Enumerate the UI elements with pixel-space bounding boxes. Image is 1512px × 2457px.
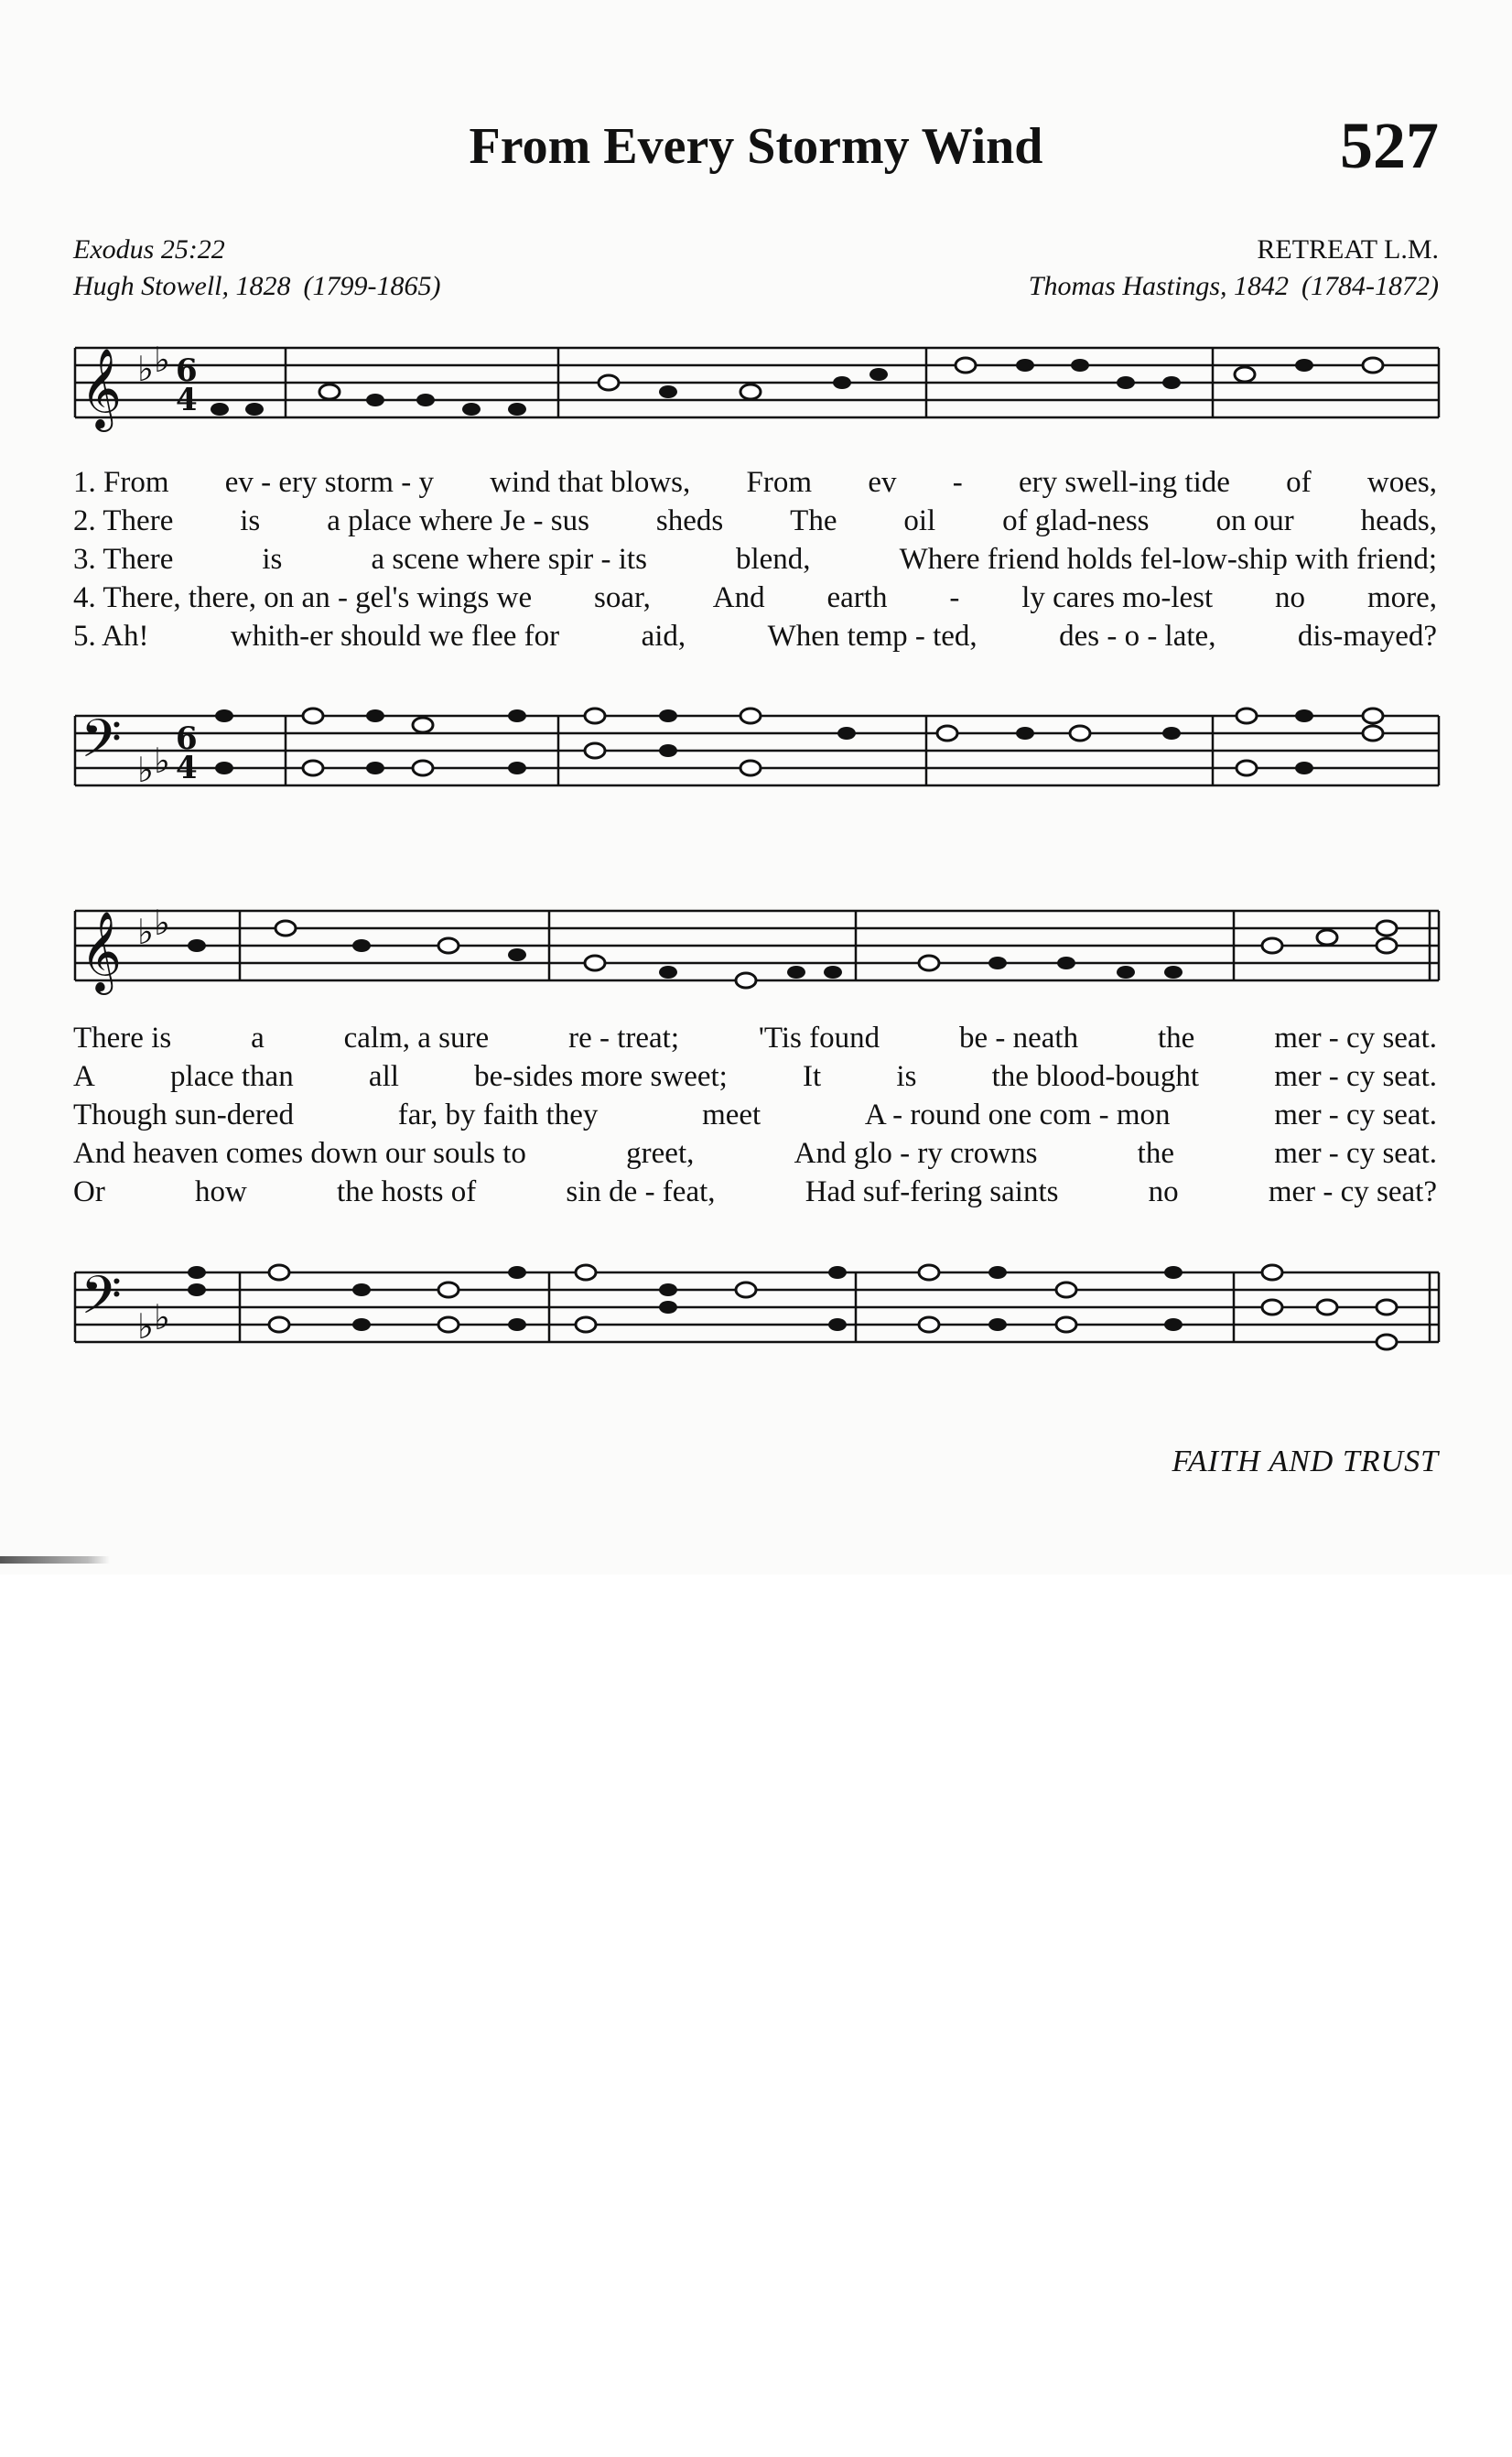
lyric-syllable: mer - cy seat. <box>1274 1099 1437 1131</box>
lyric-syllable: mer - cy seat. <box>1274 1022 1437 1055</box>
treble-notes-1 <box>211 358 1383 416</box>
lyric-syllable: is <box>896 1060 917 1093</box>
author-years: (1799-1865) <box>303 271 441 301</box>
flat-b-icon-bass: ♭ <box>137 750 154 790</box>
lyric-syllable: greet, <box>626 1137 695 1170</box>
lyric-syllable: meet <box>702 1099 761 1131</box>
lyric-syllable: ev - ery storm - y <box>224 466 434 499</box>
lyric-syllable: Had suf-fering saints <box>805 1175 1059 1208</box>
flat-e-icon: ♭ <box>154 340 170 380</box>
lyric-syllable: - <box>949 581 960 614</box>
lyric-syllable: re - treat; <box>568 1022 679 1055</box>
lyric-syllable: 4. There, there, on an - gel's wings we <box>73 581 533 614</box>
lyric-syllable: of glad-ness <box>1002 504 1150 537</box>
lyric-syllable: And <box>712 581 765 614</box>
lyric-syllable: ev <box>868 466 897 499</box>
lyric-syllable: the <box>1137 1137 1174 1170</box>
time-sig-top: 6 <box>176 352 198 389</box>
verse-3-line-2 <box>73 1096 1446 1134</box>
composer-years: (1784-1872) <box>1301 271 1439 301</box>
lyric-syllable: From <box>746 466 813 499</box>
lyric-syllable: A <box>73 1060 95 1093</box>
scan-edge-shadow <box>0 1556 110 1564</box>
lyric-syllable: the <box>1158 1022 1195 1055</box>
composer-name: Thomas Hastings, 1842 <box>1028 271 1290 301</box>
lyric-syllable: Though sun-dered <box>73 1099 295 1131</box>
author-credit <box>73 271 440 302</box>
lyric-syllable: The <box>790 504 837 537</box>
lyric-syllable: - <box>952 466 963 499</box>
lyric-syllable: mer - cy seat. <box>1274 1060 1437 1093</box>
lyric-syllable: Where friend holds fel-low-ship with friend; <box>899 543 1437 576</box>
lyric-syllable: sin de - feat, <box>566 1175 716 1208</box>
lyric-syllable: blend, <box>735 543 811 576</box>
lyric-syllable: how <box>195 1175 247 1208</box>
scripture-reference: Exodus 25:22 <box>73 234 225 265</box>
bass-staff-system-2 <box>0 1236 1512 1382</box>
hymn-title: From Every Stormy Wind <box>469 118 1043 175</box>
lyric-syllable: place than <box>170 1060 294 1093</box>
tune-name: RETREAT L.M. <box>1257 234 1439 265</box>
lyric-syllable: mer - cy seat. <box>1274 1137 1437 1170</box>
composer-credit <box>1029 271 1439 302</box>
author-name: Hugh Stowell, 1828 <box>73 271 291 301</box>
lyric-syllable: no <box>1148 1175 1179 1208</box>
lyric-syllable: aid, <box>641 620 686 653</box>
lyric-syllable: on our <box>1215 504 1294 537</box>
lyric-syllable: 'Tis found <box>758 1022 880 1055</box>
flat-e-icon-bass-2: ♭ <box>154 1297 170 1337</box>
lyric-syllable: ly cares mo-lest <box>1021 581 1214 614</box>
flat-b-icon-bass-2: ♭ <box>137 1306 154 1347</box>
flat-e-icon-2: ♭ <box>154 903 170 943</box>
lyric-syllable: a <box>251 1022 265 1055</box>
lyric-syllable: the hosts of <box>337 1175 477 1208</box>
verse-5-line-2 <box>73 1173 1446 1211</box>
verse-1-line-2 <box>73 1019 1446 1057</box>
treble-staff-system-1 <box>0 311 1512 449</box>
treble-staff-system-2 <box>0 874 1512 1012</box>
lyric-syllable: wind that blows, <box>490 466 691 499</box>
verse-5-line-1 <box>73 617 1446 655</box>
lyric-syllable: 2. There <box>73 504 174 537</box>
flat-b-icon: ♭ <box>137 349 154 389</box>
lyric-syllable: be - neath <box>959 1022 1079 1055</box>
lyric-syllable: heads, <box>1360 504 1437 537</box>
verse-2-line-1 <box>73 502 1446 540</box>
lyric-syllable: 1. From <box>73 466 169 499</box>
lyric-syllable: mer - cy seat? <box>1268 1175 1437 1208</box>
lyrics-system-1 <box>73 463 1446 655</box>
lyric-syllable: It <box>803 1060 822 1093</box>
bass-staff-system-1 <box>0 679 1512 826</box>
lyric-syllable: 5. Ah! <box>73 620 149 653</box>
lyric-syllable: far, by faith they <box>397 1099 599 1131</box>
verse-2-line-2 <box>73 1057 1446 1096</box>
lyric-syllable: the blood-bought <box>991 1060 1200 1093</box>
time-sig-bottom: 4 <box>176 382 198 418</box>
lyric-syllable: a scene where spir - its <box>371 543 647 576</box>
flat-b-icon-2: ♭ <box>137 912 154 952</box>
hymn-number: 527 <box>1340 109 1439 182</box>
lyric-syllable: dis-mayed? <box>1297 620 1437 653</box>
lyric-syllable: A - round one com - mon <box>864 1099 1171 1131</box>
lyric-syllable: When temp - ted, <box>767 620 977 653</box>
lyric-syllable: whith-er should we flee for <box>230 620 560 653</box>
lyric-syllable: no <box>1275 581 1306 614</box>
verse-4-line-2 <box>73 1134 1446 1173</box>
bass-notes-1 <box>215 709 1383 775</box>
treble-clef-icon: 𝄞 <box>81 347 122 428</box>
verse-3-line-1 <box>73 540 1446 579</box>
hymn-category: FAITH AND TRUST <box>1172 1445 1439 1478</box>
lyric-syllable: And heaven comes down our souls to <box>73 1137 526 1170</box>
lyric-syllable: soar, <box>593 581 651 614</box>
lyric-syllable: ery swell-ing tide <box>1018 466 1230 499</box>
lyric-syllable: And glo - ry crowns <box>794 1137 1038 1170</box>
lyric-syllable: more, <box>1366 581 1437 614</box>
treble-clef-icon-2: 𝄞 <box>81 910 122 991</box>
lyric-syllable: There is <box>73 1022 172 1055</box>
lyric-syllable: 3. There <box>73 543 174 576</box>
lyric-syllable: calm, a sure <box>343 1022 490 1055</box>
lyric-syllable: is <box>262 543 283 576</box>
lyric-syllable: is <box>240 504 261 537</box>
lyric-syllable: earth <box>826 581 888 614</box>
time-sig-top-bass: 6 <box>176 720 198 757</box>
lyrics-system-2 <box>73 1019 1446 1211</box>
treble-notes-2 <box>188 921 1397 988</box>
lyric-syllable: des - o - late, <box>1059 620 1216 653</box>
lyric-syllable: a place where Je - sus <box>327 504 589 537</box>
time-sig-bottom-bass: 4 <box>176 750 198 786</box>
lyric-syllable: of <box>1286 466 1312 499</box>
flat-e-icon-bass: ♭ <box>154 741 170 781</box>
lyric-syllable: woes, <box>1366 466 1437 499</box>
verse-1-line-1 <box>73 463 1446 502</box>
lyric-syllable: oil <box>903 504 936 537</box>
lyric-syllable: all <box>368 1060 399 1093</box>
bass-clef-icon-2: 𝄢 <box>81 1264 123 1339</box>
verse-4-line-1 <box>73 579 1446 617</box>
lyric-syllable: Or <box>73 1175 105 1208</box>
bass-clef-icon: 𝄢 <box>81 708 123 783</box>
lyric-syllable: sheds <box>655 504 724 537</box>
lyric-syllable: be-sides more sweet; <box>474 1060 728 1093</box>
